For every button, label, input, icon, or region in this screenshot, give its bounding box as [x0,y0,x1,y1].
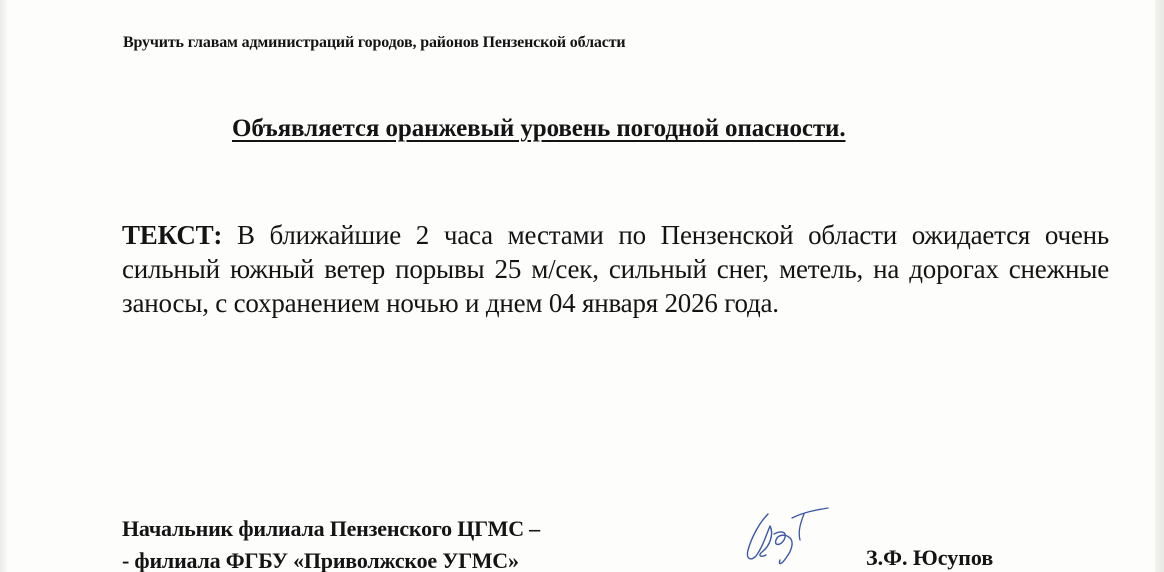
handwritten-signature [730,500,840,572]
body-label: ТЕКСТ: [122,220,223,250]
scan-edge-right [1155,0,1164,572]
scan-edge-left [0,0,7,572]
warning-body [122,218,1109,320]
distribution-note: Вручить главам администраций городов, районов Пензенской области [123,34,626,51]
body-text: В ближайшие 2 часа местами по Пензенской области ожидается очень сильный южный ветер порывы 25 м/сек, сильный снег, метель, на дорогах снежные заносы, с сохранением ночью и днем 04 января 2026 года. [122,220,1109,318]
signatory-name: З.Ф. Юсупов [866,545,994,570]
warning-headline: Объявляется оранжевый уровень погодной опасности. [232,115,846,142]
signatory-position [122,513,540,572]
signatory-position-line-1: Начальник филиала Пензенского ЦГМС – [122,516,540,541]
signatory-position-line-2: - филиала ФГБУ «Приволжское УГМС» [122,548,519,572]
